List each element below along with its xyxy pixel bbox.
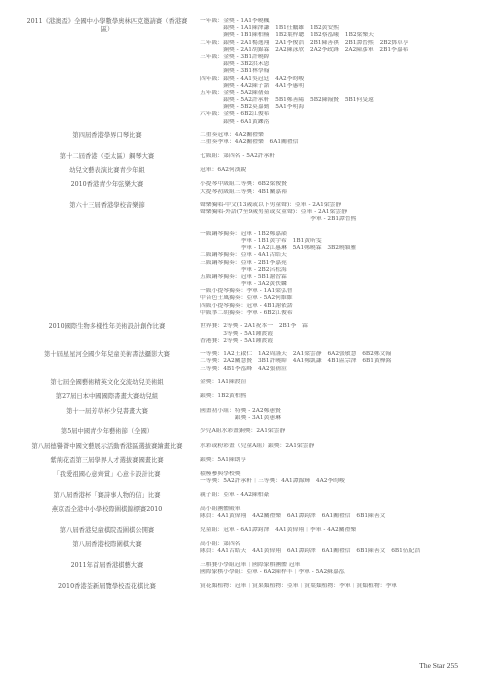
award-entry [22,471,462,485]
award-entry [22,167,462,175]
competition-name: 第十一屆芳草杯少兒書畫大賽 [66,407,148,415]
competition-name: 第十二屆香港（亞太區）鋼琴大賽 [59,152,155,160]
result-line: 銅獎 - 5B2莫嘉勤 5A1李明海 [200,104,305,111]
award-entry [22,492,462,500]
competition-name: 第八屆香港兒童棋院盃圍棋公開賽 [59,526,155,534]
result-line: 中音色士風獨奏：亞軍 - 5A2何維維 [200,295,293,302]
result-line: 冠軍：6A2何漢銳 [200,167,247,174]
award-entry [22,428,462,436]
result-line: 七級組：第四名 - 5A2許承軒 [200,152,276,159]
result-line: 三等獎：4B1李泓峰 4A2張蒨渲 [200,365,287,372]
competition-name: 「我愛祖國心意齊賞」心意卡設計比賽 [53,471,161,479]
result-line: 一等獎：5A2許承軒｜三等獎：4A1譚錦輝 4A2李昀峻 [200,478,345,485]
result-line: 隊員：4A1古皓天 4A1黃偉翔 6A1譚鈞澤 6A1關禮信 6B1陳善文 6B1伍紀浩 [200,548,421,555]
competition-name: 紫荊花盃第三屆學界人才選拔賽國畫比賽 [50,456,164,464]
competition-name: 2010國際生物多樣性年美術設計創作比賽 [48,323,166,331]
result-line: 銀獎 - 3B2洪禾恩 [200,61,270,68]
competition-name: 2010香港荃新屆覽學校盃花棋比賽 [58,582,156,590]
result-line: 銅獎 - 1B1陳柏楠 1B2葉梓聰 1B2蔡泓曦 1B2梁樂天 [200,32,374,39]
results-list [200,181,462,195]
result-line: 高小組：第四名 [200,541,241,548]
results-list [200,541,462,555]
page-footer: The Star 255 [419,661,458,670]
result-line: 季軍 - 2B2呂松海 [200,266,287,273]
results-list [200,167,462,174]
result-line: 六年級：金獎 - 6B2江俊希 [200,111,270,118]
results-list [200,351,462,373]
result-line: 二等獎：2A2關慧賢 3B1許曉綽 4A1鄭凱謙 4B1區宗澤 6B1黃樺銘 [200,358,392,365]
competition-name: 第27屆日本中國國際書畫大賽幼兒組 [55,393,159,401]
competition-name: 燕京盃全港中小學校際圍棋錦標賽2010 [51,506,163,514]
result-line: 一等獎：1A2王啟仁 1A2周謹天 2A1梁雲靜 6A2張敏慧 6B2鄭文翰 [200,351,392,358]
result-line: 銀獎 - 6A1黃鑠洺 [200,118,270,125]
result-line: 大提琴初級組三等獎：4B1關嘉裕 [200,188,287,195]
result-line: 季軍 - 3A2黃佚麟 [200,281,287,288]
result-line: 季軍 - 1B1黃宇希 1B1黃昕雯 [200,237,322,244]
results-list [200,428,462,435]
results-list [200,323,462,345]
result-line: 聲樂獨唱-中文(13歲或以下男童聲)：亞軍 - 2A1梁雲靜 [200,202,342,209]
results-list [200,583,462,590]
award-entry [22,393,462,401]
results-list [200,471,462,485]
result-line: 賞花類植物：冠軍｜賞果類植物：亞軍｜賞葉類植物：季軍｜賞類植物：季軍 [200,582,398,589]
results-list [200,379,462,386]
results-list [200,457,462,464]
award-entry [22,506,462,520]
result-line: 隊員：4A1黃偉翔 4A2關禮樂 6A1譚鈞澤 6A1關禮信 6B1陳善文 [200,513,386,520]
award-entry [22,443,462,451]
result-line: 國畫初小組：特獎 - 2A2鄭蕙賢 [200,407,281,414]
result-line: 3等獎 - 5A1鍾渡霞 [200,330,274,337]
result-line: 中級箏二胡獨奏：季軍 - 6B2江俊希 [200,309,293,316]
award-entry [22,379,462,387]
results-list [200,393,462,400]
result-line: 四年級：銀獎 - 4A1吳冠廷 4A2李昀峻 [200,75,305,82]
award-entry [22,153,462,161]
result-line: 三重奏季軍：4A2關禮樂 6A1關禮信 [200,139,299,146]
result-line: 銀獎 - 3A1黃蕙琳 [200,414,281,421]
result-line: 銅獎 - 4A2陳子諾 4A1李惠明 [200,82,305,89]
result-line: 聲樂獨唱-外語(7至9歲男童或女童聲)：亞軍 - 2A1梁雲靜 [200,209,348,216]
competition-name: 第八屆香港校際圍棋大賽 [72,541,142,549]
result-line: 一年級：金獎 - 1A1李曉楓 [200,18,270,24]
result-line: 三級鋼琴獨奏：亞軍 - 2B1李嘉堯 [200,259,287,266]
competition-name: 第5屆中國青少年藝術節（全國） [60,428,154,436]
result-line: 國際象棋小學組：亞軍 - 6A2陳梓丰｜季軍 - 5A2蘇嘉泓 [200,569,345,576]
award-entry [22,18,462,126]
result-line: 親子組：亞軍 - 4A2陳柏豪 [200,491,270,498]
result-line: 季軍 - 1A2江惠琳 5A1鄭曉霖 3B2曉穎雅 [200,245,357,252]
results-list [200,562,462,576]
results-list [200,153,462,160]
result-line: 二級鋼琴獨奏：亞軍 - 4A1古皓天 [200,252,287,259]
result-line: 三年級：金獎 - 3B1許曉綽 [200,53,270,60]
competition-name: 第八屆德譽薈中國文藝展示活動香港區選拔賽繪畫比賽 [31,442,183,450]
result-line: 二重奏冠軍：4A2關禮樂 [200,132,264,139]
result-line: 二年級：銀獎 - 2A1楊逸翔 2A1李俊浩 2B1陳善祺 2B1譚晉熙 2B2鄧卓亨 [200,39,409,46]
awards-page [22,18,462,668]
competition-name: 第十屆星星河全國少年兒童美術書法攝影大賽 [44,351,170,359]
competition-name: 2011年首屆香港棋藝大賽 [70,561,144,569]
result-line: 一級鋼琴獨奏：冠軍 - 1B2鄭嘉韻 [200,230,287,237]
competition-name: 第七屆全國藝術精英文化交流幼兒美術組 [50,379,164,387]
award-entry [22,181,462,195]
award-entry [22,351,462,373]
result-line: 銀獎：5A1陳朗亨 [200,456,247,463]
award-entry [22,583,462,591]
results-list [200,443,462,450]
result-line: 三棋賽小學組冠軍｜國際象棋團體 冠軍 [200,561,301,568]
result-line: 五年級：金獎 - 5A2陳蒨茹 [200,89,270,96]
result-line: 銅獎 - 2A1胡錦霖 2A2陳泳欣 2A2李政鋒 2A2陳彥軍 2B1李嘉希 [200,46,409,53]
award-entry [22,132,462,146]
award-entry [22,527,462,535]
competition-name: 第八屆香港杯「賽詩事人物的信」比賽 [53,491,161,499]
result-line: 高小組團體殿軍 [200,506,241,513]
result-line: 銀獎 - 1A1陳澤謙 1B1任鵬雄 1B2黃安熙 [200,25,340,32]
results-list [200,492,462,499]
result-line: 銀獎 - 5A2許承軒 5B1鄭善陽 5B2陳翰賢 5B1何旻遠 [200,97,374,104]
result-line: 五級鋼琴獨奏：冠軍 - 5B1謝習霖 [200,273,287,280]
result-line: 水彩或粉彩畫（兒童A組）銀獎：2A1梁雲靜 [200,442,315,449]
results-list [200,202,462,317]
competition-name: 第六十三屆香港學校音樂節 [69,202,145,210]
results-list [200,527,462,534]
award-entry [22,408,462,422]
result-line: 一級小提琴獨奏：季軍 - 1A1梁弘智 [200,288,293,295]
results-list [200,506,462,520]
competition-name: 2011《港澳盃》全國中小學數學奧林匹克邀請賽（香港賽區） [26,18,188,33]
competition-name: 2010香港青少年弦樂大賽 [70,181,144,189]
results-list [200,132,462,146]
award-entry [22,541,462,555]
result-line: 季軍 - 2B1譚晉熙 [200,216,357,223]
competition-name: 幼兒文藝表演比賽青少年組 [69,167,145,175]
competition-name: 第四屆香港學界口琴比賽 [72,132,142,140]
result-line: 香港賽：2等獎 - 5A1鍾渡霞 [200,337,274,344]
result-line: 小提琴中級組二等獎：6B2梁俊賢 [200,181,287,188]
result-line: 積極參與學校獎 [200,471,241,478]
result-line: 少兒A組水彩畫銅獎：2A1梁雲靜 [200,428,286,435]
result-line: 世界賽：2等獎 - 2A1祝本一 2B1李 霖 [200,323,308,330]
results-list [200,18,462,126]
award-entry [22,562,462,576]
result-line: 銀獎：1B2黃柏熙 [200,393,247,400]
award-entry [22,323,462,345]
result-line: 四級小提琴獨奏：冠軍 - 4B1謝依諾 [200,302,293,309]
result-line: 銅獎 - 3B1林學翰 [200,68,270,75]
award-entry [22,457,462,465]
result-line: 金獎：1A1陳渡渲 [200,379,247,386]
result-line: 兒童組：冠軍 - 6A1譚鈞澤 4A1黃偉翔｜季軍 - 4A2關禮樂 [200,526,357,533]
award-entry [22,202,462,317]
result-line [200,224,462,231]
results-list [200,408,462,422]
